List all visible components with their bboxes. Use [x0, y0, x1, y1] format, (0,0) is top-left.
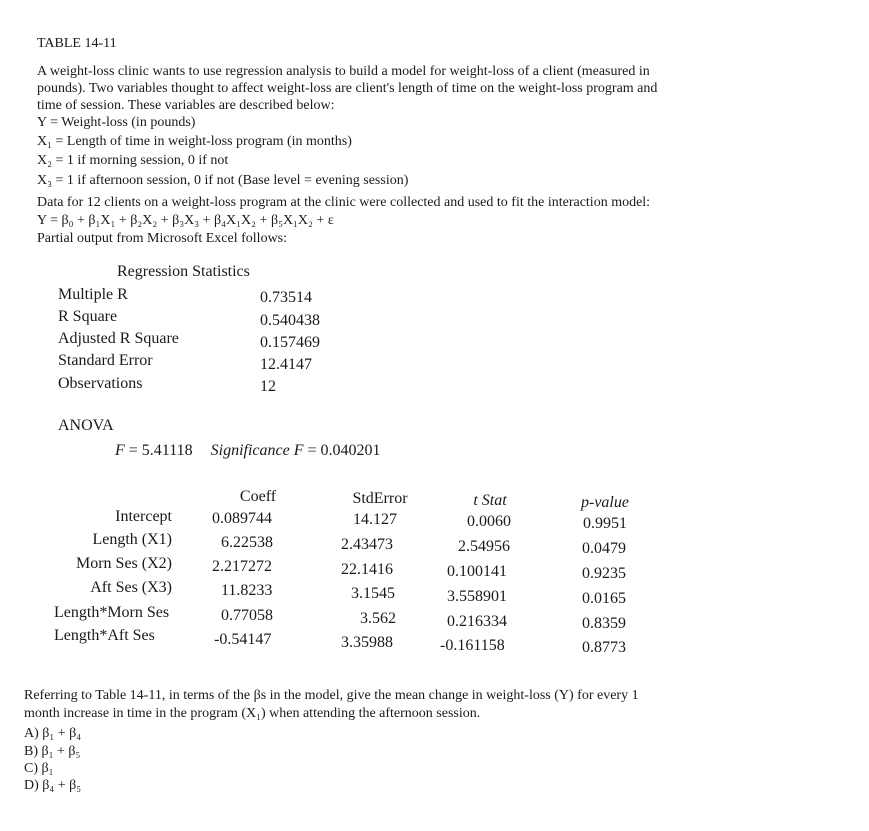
t-intercept: 0.0060 — [467, 513, 511, 530]
stat-value-adjusted-r-square: 0.157469 — [260, 334, 320, 351]
t-morn-ses: 0.100141 — [447, 563, 507, 580]
col-header-t-stat: t Stat — [473, 492, 507, 509]
t-length: 2.54956 — [458, 538, 510, 555]
stat-value-r-square: 0.540438 — [260, 312, 320, 329]
question-line-1: Referring to Table 14-11, in terms of the βs in the model, give the mean change in weight-loss (Y) for every 1 — [24, 688, 639, 703]
row-label-intercept: Intercept — [115, 508, 172, 525]
row-label-length-aft-ses: Length*Aft Ses — [54, 627, 155, 644]
se-length: 2.43473 — [341, 536, 393, 553]
coeff-length-aft-ses: -0.54147 — [214, 631, 272, 648]
stat-label-multiple-r: Multiple R — [58, 286, 128, 303]
se-length-aft-ses: 3.35988 — [341, 634, 393, 651]
t-aft-ses: 3.558901 — [447, 588, 507, 605]
row-label-length-morn-ses: Length*Morn Ses — [54, 604, 170, 621]
stat-value-standard-error: 12.4147 — [260, 356, 312, 373]
p-length: 0.0479 — [582, 540, 626, 557]
option-a: A) β₁ + β₄ — [24, 726, 82, 741]
anova-heading: ANOVA — [58, 417, 114, 434]
intro-line-1: A weight-loss clinic wants to use regression analysis to build a model for weight-loss of a client (measured in — [37, 64, 650, 79]
variable-x2: X₂ = 1 if morning session, 0 if not — [37, 153, 229, 168]
se-aft-ses: 3.1545 — [351, 585, 395, 602]
option-b: B) β₁ + β₅ — [24, 744, 81, 759]
stat-label-adjusted-r-square: Adjusted R Square — [58, 330, 179, 347]
t-length-aft-ses: -0.161158 — [440, 637, 505, 654]
partial-output-line: Partial output from Microsoft Excel follows: — [37, 231, 288, 246]
coeff-length: 6.22538 — [221, 534, 273, 551]
col-header-stderror: StdError — [352, 490, 408, 507]
stat-label-observations: Observations — [58, 375, 143, 392]
variable-x3: X₃ = 1 if afternoon session, 0 if not (Base level = evening session) — [37, 173, 409, 188]
row-label-morn-ses: Morn Ses (X2) — [76, 555, 172, 572]
p-length-morn-ses: 0.8359 — [582, 615, 626, 632]
variable-x1: X₁ = Length of time in weight-loss program (in months) — [37, 134, 352, 149]
coeff-morn-ses: 2.217272 — [212, 558, 272, 575]
p-aft-ses: 0.0165 — [582, 590, 626, 607]
data-sentence: Data for 12 clients on a weight-loss program at the clinic were collected and used to fit the interaction model: — [37, 195, 651, 210]
p-morn-ses: 0.9235 — [582, 565, 626, 582]
stat-value-multiple-r: 0.73514 — [260, 289, 312, 306]
row-label-aft-ses: Aft Ses (X3) — [90, 579, 172, 596]
row-label-length: Length (X1) — [92, 531, 172, 548]
regression-heading: Regression Statistics — [117, 263, 250, 280]
se-morn-ses: 22.1416 — [341, 561, 393, 578]
intro-line-3: time of session. These variables are described below: — [37, 98, 335, 113]
col-header-p-value: p-value — [581, 494, 629, 511]
option-c: C) β₁ — [24, 761, 54, 776]
coeff-aft-ses: 11.8233 — [221, 582, 273, 599]
coeff-length-morn-ses: 0.77058 — [221, 607, 273, 624]
option-d: D) β₄ + β₅ — [24, 778, 82, 793]
f-value: = 5.41118 — [128, 442, 193, 459]
model-equation: Y = β₀ + β₁X₁ + β₂X₂ + β₃X₃ + β₄X₁X₂ + β₅X₁X₂ + ε — [37, 213, 334, 228]
significance-label: Significance F — [210, 442, 304, 459]
p-intercept: 0.9951 — [583, 515, 627, 532]
question-line-2: month increase in time in the program (X₁) when attending the afternoon session. — [24, 706, 481, 721]
stat-label-standard-error: Standard Error — [58, 352, 153, 369]
stat-value-observations: 12 — [260, 378, 276, 395]
table-title: TABLE 14-11 — [37, 36, 117, 51]
se-length-morn-ses: 3.562 — [360, 610, 396, 627]
se-intercept: 14.127 — [353, 511, 397, 528]
stat-label-r-square: R Square — [58, 308, 118, 325]
col-header-coeff: Coeff — [239, 488, 277, 505]
f-label: F — [115, 442, 125, 459]
p-length-aft-ses: 0.8773 — [582, 639, 626, 656]
significance-value: = 0.040201 — [307, 442, 381, 459]
intro-line-2: pounds). Two variables thought to affect weight-loss are client's length of time on the weight-loss program and — [37, 81, 658, 96]
variable-y: Y = Weight-loss (in pounds) — [37, 115, 196, 130]
coeff-intercept: 0.089744 — [212, 510, 272, 527]
t-length-morn-ses: 0.216334 — [447, 613, 507, 630]
